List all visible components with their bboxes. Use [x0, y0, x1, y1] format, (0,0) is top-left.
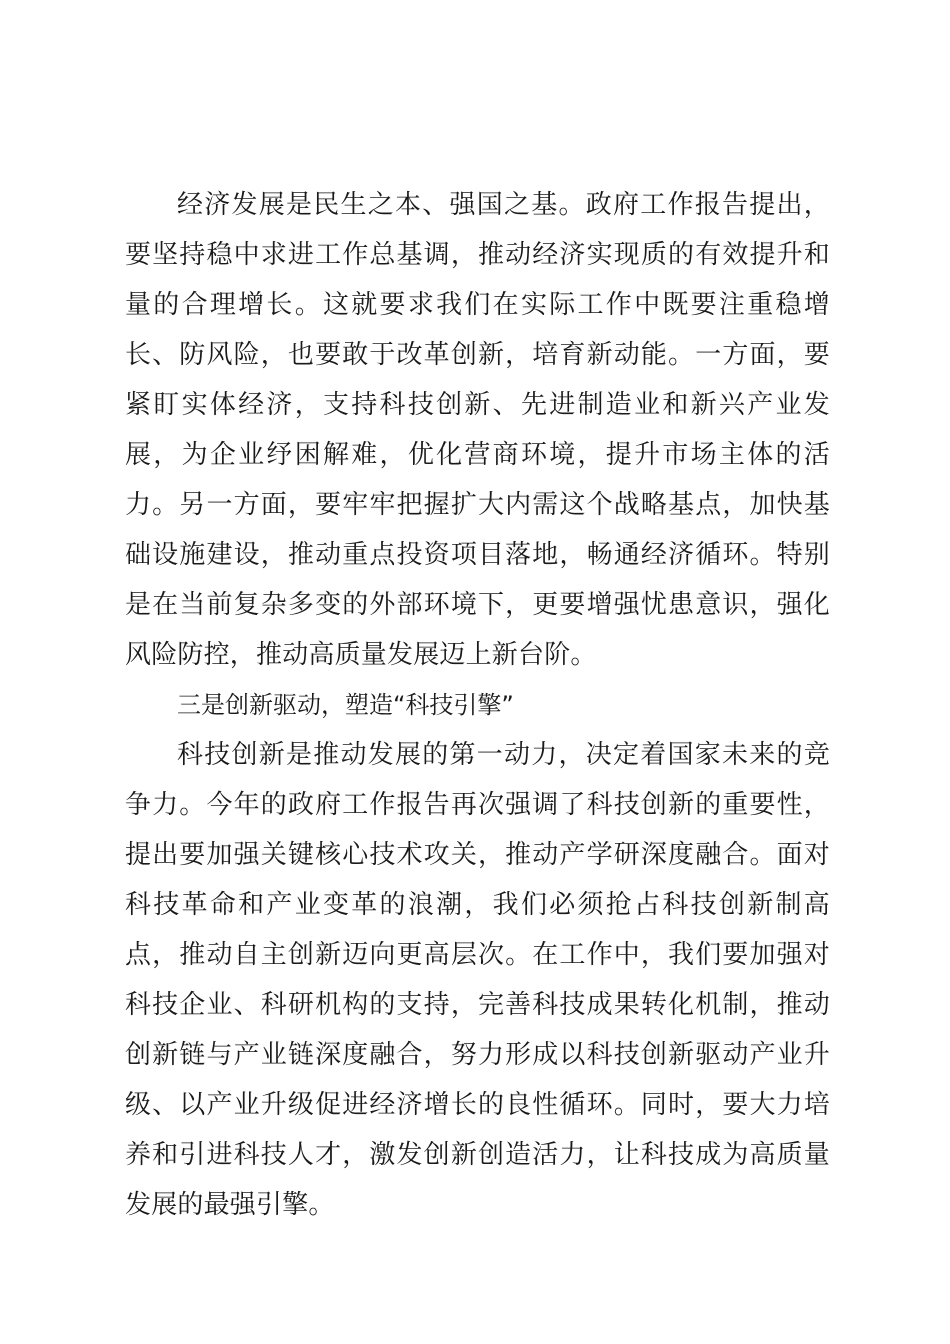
document-page: [125, 180, 830, 1230]
paragraph-economy: 经济发展是民生之本、强国之基。政府工作报告提出，要坚持稳中求进工作总基调，推动经济实现质的有效提升和量的合理增长。这就要求我们在实际工作中既要注重稳增长、防风险，也要敢于改革创新，培育新动能。一方面，要紧盯实体经济，支持科技创新、先进制造业和新兴产业发展，为企业纾困解难，优化营商环境，提升市场主体的活力。另一方面，要牢牢把握扩大内需这个战略基点，加快基础设施建设，推动重点投资项目落地，畅通经济循环。特别是在当前复杂多变的外部环境下，更要增强忧患意识，强化风险防控，推动高质量发展迈上新台阶。: [125, 190, 830, 670]
section-heading: 三是创新驱动，塑造“科技引擎”: [177, 691, 514, 719]
paragraph-innovation: 科技创新是推动发展的第一动力，决定着国家未来的竞争力。今年的政府工作报告再次强调了科技创新的重要性，提出要加强关键核心技术攻关，推动产学研深度融合。面对科技革命和产业变革的浪潮，我们必须抢占科技创新制高点，推动自主创新迈向更高层次。在工作中，我们要加强对科技企业、科研机构的支持，完善科技成果转化机制，推动创新链与产业链深度融合，努力形成以科技创新驱动产业升级、以产业升级促进经济增长的良性循环。同时，要大力培养和引进科技人才，激发创新创造活力，让科技成为高质量发展的最强引擎。: [125, 740, 830, 1220]
